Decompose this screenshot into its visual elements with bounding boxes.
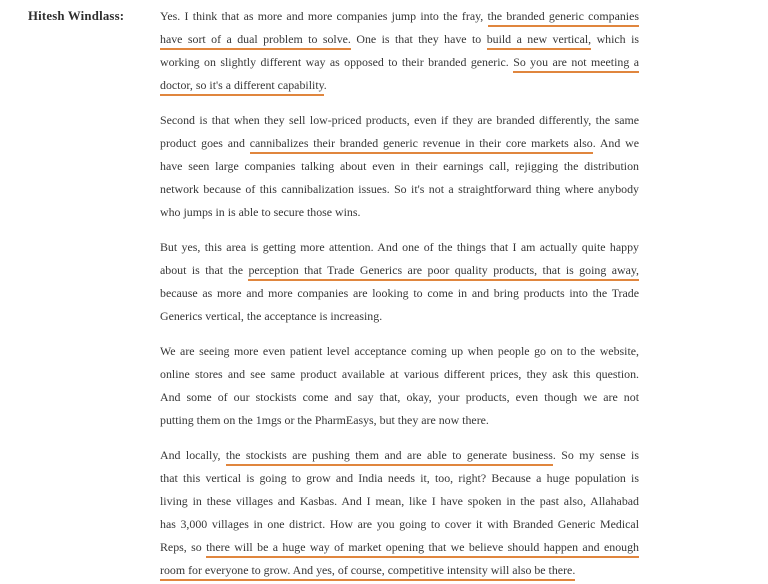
highlighted-phrase: cannibalizes their branded generic revenue in their core markets also: [250, 136, 593, 154]
text-segment: product goes and: [160, 136, 250, 150]
text-line: [160, 201, 639, 224]
text-segment: online stores and see same product available at various different prices, they ask this question.: [160, 367, 639, 381]
text-line: [160, 340, 639, 363]
text-segment: And locally,: [160, 448, 226, 462]
text-segment: which is: [591, 32, 639, 46]
text-line: [160, 513, 639, 536]
text-segment: because as more and more companies are looking to come in and bring products into the Trade: [160, 286, 639, 300]
text-line: [160, 305, 639, 328]
highlighted-phrase: build a new vertical,: [487, 32, 591, 50]
text-segment: Reps, so: [160, 540, 207, 554]
text-segment: that this vertical is going to grow and India needs it, too, right? Because a huge population is: [160, 471, 639, 485]
text-line: [160, 536, 639, 559]
text-line: [160, 363, 639, 386]
highlighted-phrase: room for everyone to grow. And yes, of course, competitive intensity will also be there.: [160, 563, 575, 581]
text-line: [160, 467, 639, 490]
text-segment: .: [323, 78, 327, 92]
text-line: [160, 259, 639, 282]
text-line: [160, 132, 639, 155]
text-segment: about is that the: [160, 263, 249, 277]
text-segment: have seen large companies talking about even in their earnings call, rejigging the distribution: [160, 159, 639, 173]
text-line: [160, 409, 639, 432]
text-line: [160, 28, 639, 51]
paragraph: [160, 5, 639, 97]
highlighted-phrase: the stockists are pushing them and are able to generate business: [226, 448, 553, 466]
highlighted-phrase: perception that Trade Generics are poor quality products, that is going away,: [248, 263, 639, 281]
text-line: [160, 5, 639, 28]
text-line: [160, 282, 639, 305]
text-segment: has 3,000 villages in one district. How are you going to cover it with Branded Generic Medical: [160, 517, 639, 531]
text-segment: . And we: [592, 136, 639, 150]
highlighted-phrase: the branded generic companies: [488, 9, 639, 27]
text-segment: living in these villages and Kasbas. And I mean, like I have spoken in the past also, Allahabad: [160, 494, 639, 508]
text-segment: putting them on the 1mgs or the PharmEasys, but they are now there.: [160, 413, 489, 427]
text-segment: Generics vertical, the acceptance is increasing.: [160, 309, 383, 323]
text-segment: network because of this cannibalization issues. So it's not a straightforward thing where anybody: [160, 182, 639, 196]
text-segment: One is that they have to: [350, 32, 487, 46]
text-line: [160, 236, 639, 259]
highlighted-phrase: there will be a huge way of market opening that we believe should happen and enough: [206, 540, 639, 558]
text-line: [160, 490, 639, 513]
speaker-label: Hitesh Windlass:: [28, 9, 125, 23]
paragraph: [160, 109, 639, 224]
transcript-body: [160, 5, 639, 582]
text-segment: working on slightly different way as opposed to their branded generic.: [160, 55, 514, 69]
text-segment: . So my sense is: [552, 448, 639, 462]
text-segment: We are seeing more even patient level acceptance coming up when people go on to the website,: [160, 344, 639, 358]
text-line: [160, 74, 639, 97]
paragraph: [160, 340, 639, 432]
text-line: [160, 444, 639, 467]
text-segment: Yes. I think that as more and more companies jump into the fray,: [160, 9, 488, 23]
text-segment: And some of our stockists come and say that, okay, your products, even though we are not: [160, 390, 639, 404]
paragraph: [160, 236, 639, 328]
text-line: [160, 559, 639, 582]
text-line: [160, 155, 639, 178]
highlighted-phrase: doctor, so it's a different capability: [160, 78, 324, 96]
text-line: [160, 386, 639, 409]
highlighted-phrase: So you are not meeting a: [513, 55, 639, 73]
text-segment: who jumps in is able to secure those wins.: [160, 205, 361, 219]
highlighted-phrase: have sort of a dual problem to solve.: [160, 32, 351, 50]
text-segment: But yes, this area is getting more attention. And one of the things that I am actually quite happy: [160, 240, 639, 254]
text-segment: Second is that when they sell low-priced products, even if they are branded differently, the same: [160, 113, 639, 127]
text-line: [160, 51, 639, 74]
paragraph: [160, 444, 639, 582]
text-line: [160, 109, 639, 132]
text-line: [160, 178, 639, 201]
